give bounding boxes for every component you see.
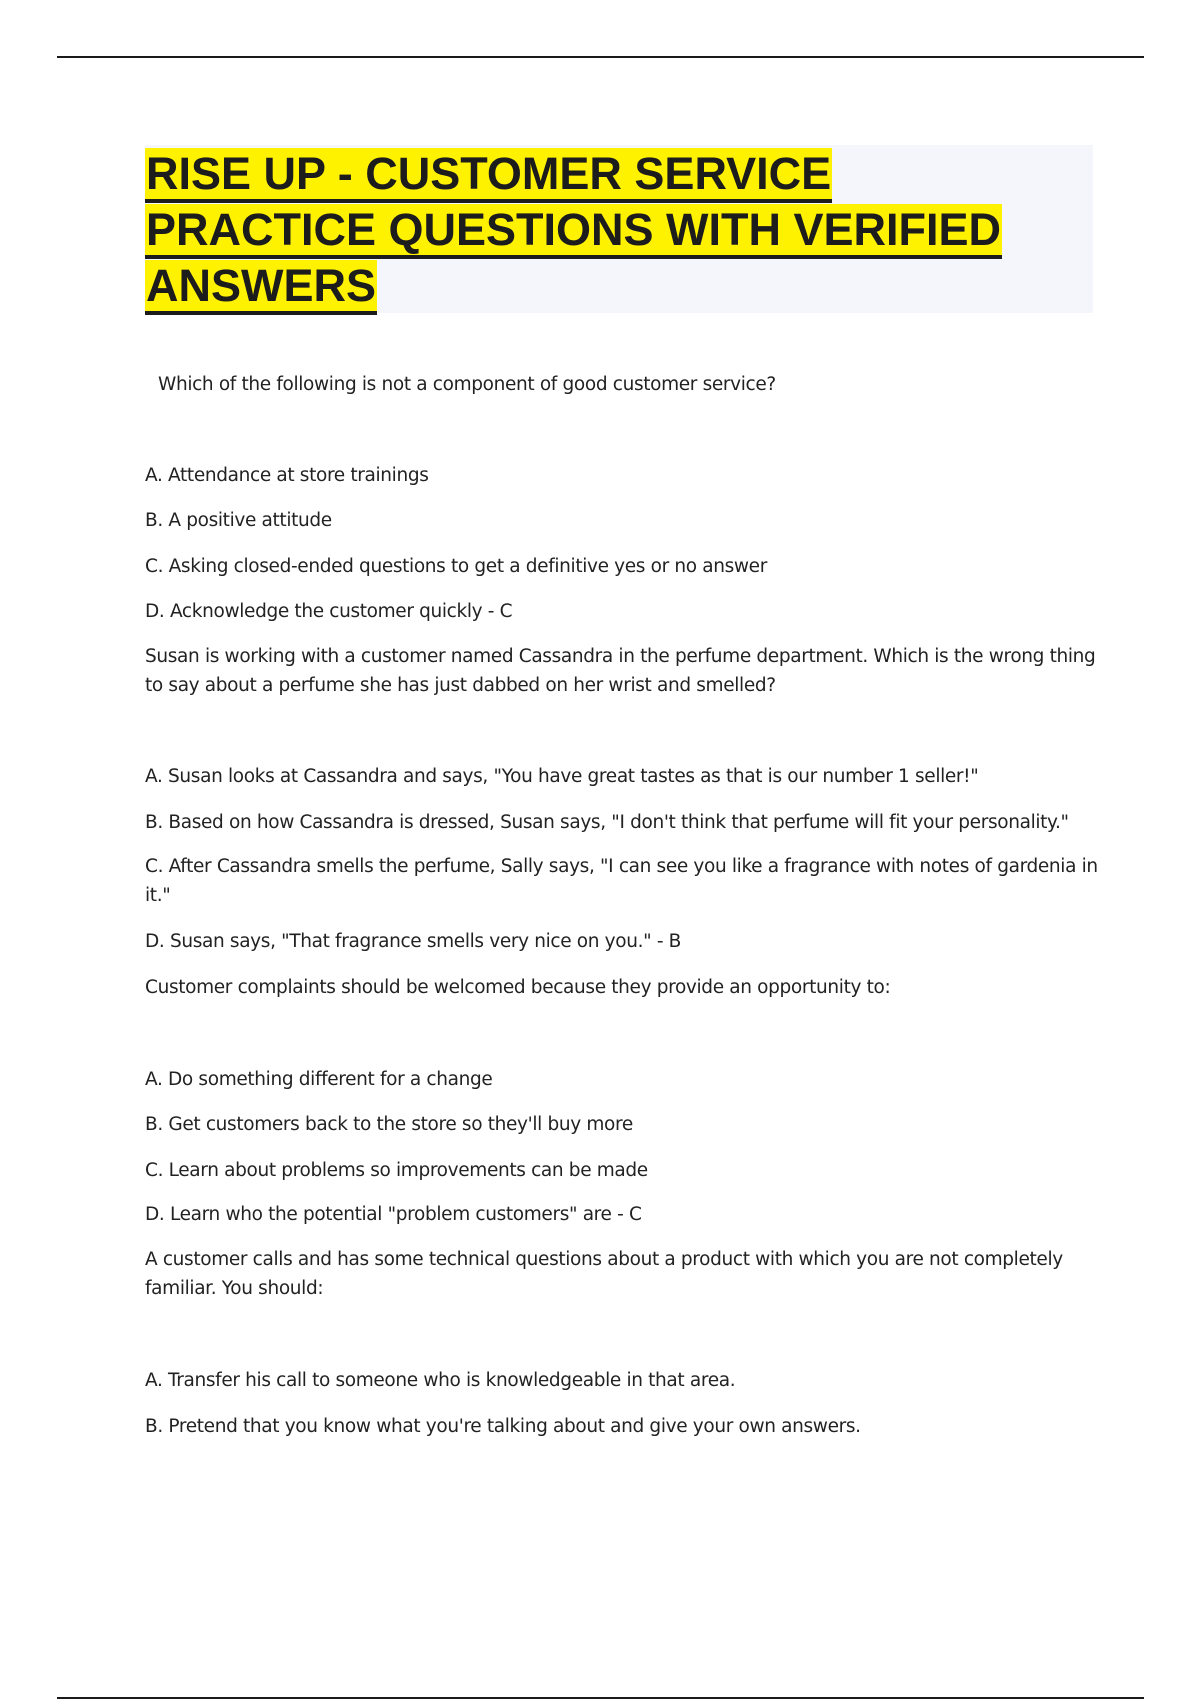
question-4-prompt: A customer calls and has some technical questions about a product with which you are not completely familiar. You should: — [145, 1249, 1063, 1299]
question-1-prompt: Which of the following is not a component of good customer service? — [158, 374, 776, 395]
question-2-prompt: Susan is working with a customer named Cassandra in the perfume department. Which is the wrong thing to say about a perfume she has just dabbed on her wrist and smelled? — [145, 646, 1096, 696]
question-2-option-d: D. Susan says, "That fragrance smells very nice on you." - B — [145, 931, 682, 952]
header-rule — [57, 56, 1144, 58]
question-3-option-b: B. Get customers back to the store so they'll buy more — [145, 1114, 633, 1135]
question-4-option-a: A. Transfer his call to someone who is knowledgeable in that area. — [145, 1370, 736, 1391]
question-1-option-d: D. Acknowledge the customer quickly - C — [145, 601, 513, 622]
title-highlight: PRACTICE QUESTIONS WITH VERIFIED — [145, 204, 1002, 259]
question-1-option-a: A. Attendance at store trainings — [145, 465, 429, 486]
question-4-option-b: B. Pretend that you know what you're talking about and give your own answers. — [145, 1416, 861, 1437]
title-highlight: RISE UP - CUSTOMER SERVICE — [145, 148, 832, 203]
question-3-prompt: Customer complaints should be welcomed because they provide an opportunity to: — [145, 977, 891, 998]
question-2-option-b: B. Based on how Cassandra is dressed, Susan says, "I don't think that perfume will fit your personality." — [145, 812, 1069, 833]
question-1-option-c: C. Asking closed-ended questions to get a definitive yes or no answer — [145, 556, 767, 577]
question-2-option-a: A. Susan looks at Cassandra and says, "You have great tastes as that is our number 1 seller!" — [145, 766, 979, 787]
document-title-line-1 — [145, 148, 832, 200]
question-2-option-c: C. After Cassandra smells the perfume, Sally says, "I can see you like a fragrance with notes of gardenia in it." — [145, 856, 1098, 906]
document-title-line-2 — [145, 204, 1002, 256]
document-title-line-3 — [145, 260, 377, 312]
title-highlight: ANSWERS — [145, 260, 377, 315]
question-3-option-c: C. Learn about problems so improvements can be made — [145, 1160, 648, 1181]
footer-rule — [57, 1697, 1144, 1699]
question-3-option-a: A. Do something different for a change — [145, 1069, 493, 1090]
question-1-option-b: B. A positive attitude — [145, 510, 332, 531]
question-3-option-d: D. Learn who the potential "problem customers" are - C — [145, 1204, 642, 1225]
